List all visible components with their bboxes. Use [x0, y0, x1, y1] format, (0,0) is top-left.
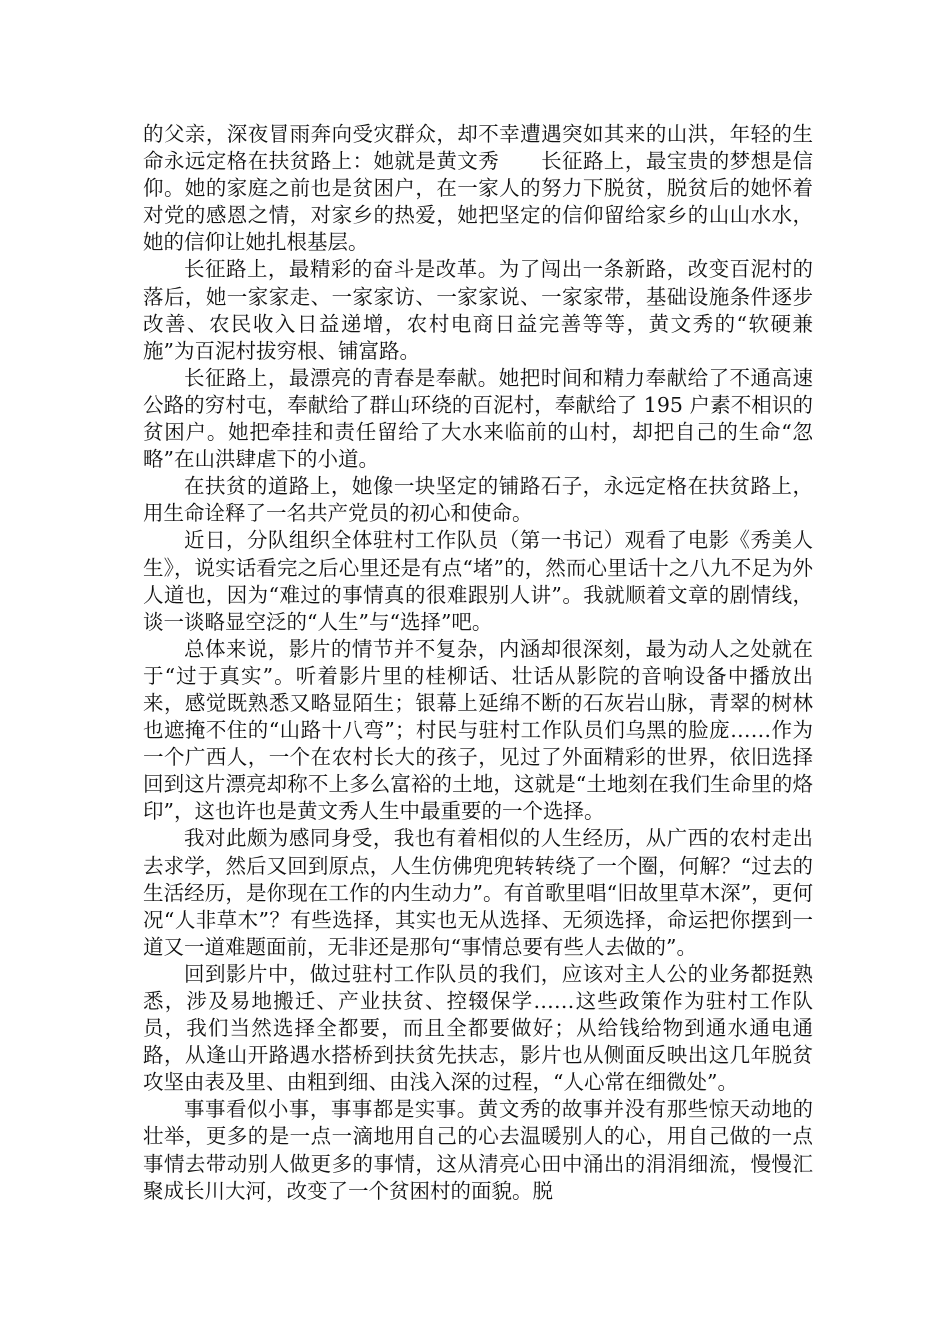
paragraph-2: 长征路上，最精彩的奋斗是改革。为了闯出一条新路，改变百泥村的落后，她一家家走、一家家访、一家家说、一家家带，基础设施条件逐步改善、农民收入日益递增，农村电商日益完善等等，黄文秀的“软硬兼施”为百泥村拔穷根、铺富路。 — [143, 257, 813, 363]
paragraph-4: 在扶贫的道路上，她像一块坚定的铺路石子，永远定格在扶贫路上，用生命诠释了一名共产党员的初心和使命。 — [143, 474, 813, 526]
paragraph-6: 总体来说，影片的情节并不复杂，内涵却很深刻，最为动人之处就在于“过于真实”。听着影片里的桂柳话、壮话从影院的音响设备中播放出来，感觉既熟悉又略显陌生；银幕上延绵不断的石灰岩山脉，青翠的树林也遮掩不住的“山路十八弯”；村民与驻村工作队员们乌黑的脸庞……作为一个广西人，一个在农村长大的孩子，见过了外面精彩的世界，依旧选择回到这片漂亮却称不上多么富裕的土地，这就是“土地刻在我们生命里的烙印”，这也许也是黄文秀人生中最重要的一个选择。 — [143, 636, 813, 824]
paragraph-3: 长征路上，最漂亮的青春是奉献。她把时间和精力奉献给了不通高速公路的穷村屯，奉献给了群山环绕的百泥村，奉献给了 195 户素不相识的贫困户。她把牵挂和责任留给了大水来临前的山村，却把自己的生命“忽略”在山洪肆虐下的小道。 — [143, 365, 813, 472]
article-body — [143, 121, 813, 1205]
paragraph-8: 回到影片中，做过驻村工作队员的我们，应该对主人公的业务都挺熟悉，涉及易地搬迁、产业扶贫、控辍保学……这些政策作为驻村工作队员，我们当然选择全都要，而且全都要做好；从给钱给物到通水通电通路，从逢山开路遇水搭桥到扶贫先扶志，影片也从侧面反映出这几年脱贫攻坚由表及里、由粗到细、由浅入深的过程，“人心常在细微处”。 — [143, 961, 813, 1095]
paragraph-1: 的父亲，深夜冒雨奔向受灾群众，却不幸遭遇突如其来的山洪，年轻的生命永远定格在扶贫路上：她就是黄文秀 长征路上，最宝贵的梦想是信仰。她的家庭之前也是贫困户，在一家人的努力下脱贫，脱贫后的她怀着对党的感恩之情，对家乡的热爱，她把坚定的信仰留给家乡的山山水水，她的信仰让她扎根基层。 — [143, 122, 813, 255]
paragraph-7: 我对此颇为感同身受，我也有着相似的人生经历，从广西的农村走出去求学，然后又回到原点，人生仿佛兜兜转转绕了一个圈，何解？“过去的生活经历，是你现在工作的内生动力”。有首歌里唱“旧故里草木深”，更何况“人非草木”？有些选择，其实也无从选择、无须选择，命运把你摆到一道又一道难题面前，无非还是那句“事情总要有些人去做的”。 — [143, 826, 813, 959]
paragraph-9: 事事看似小事，事事都是实事。黄文秀的故事并没有那些惊天动地的壮举，更多的是一点一滴地用自己的心去温暖别人的心，用自己做的一点事情去带动别人做更多的事情，这从清亮心田中涌出的涓涓细流，慢慢汇聚成长川大河，改变了一个贫困村的面貌。脱 — [143, 1097, 813, 1203]
paragraph-5: 近日，分队组织全体驻村工作队员（第一书记）观看了电影《秀美人生》，说实话看完之后心里还是有点“堵”的，然而心里话十之八九不足为外人道也，因为“难过的事情真的很难跟别人讲”。我就顺着文章的剧情线，谈一谈略显空泛的“人生”与“选择”吧。 — [143, 528, 813, 634]
